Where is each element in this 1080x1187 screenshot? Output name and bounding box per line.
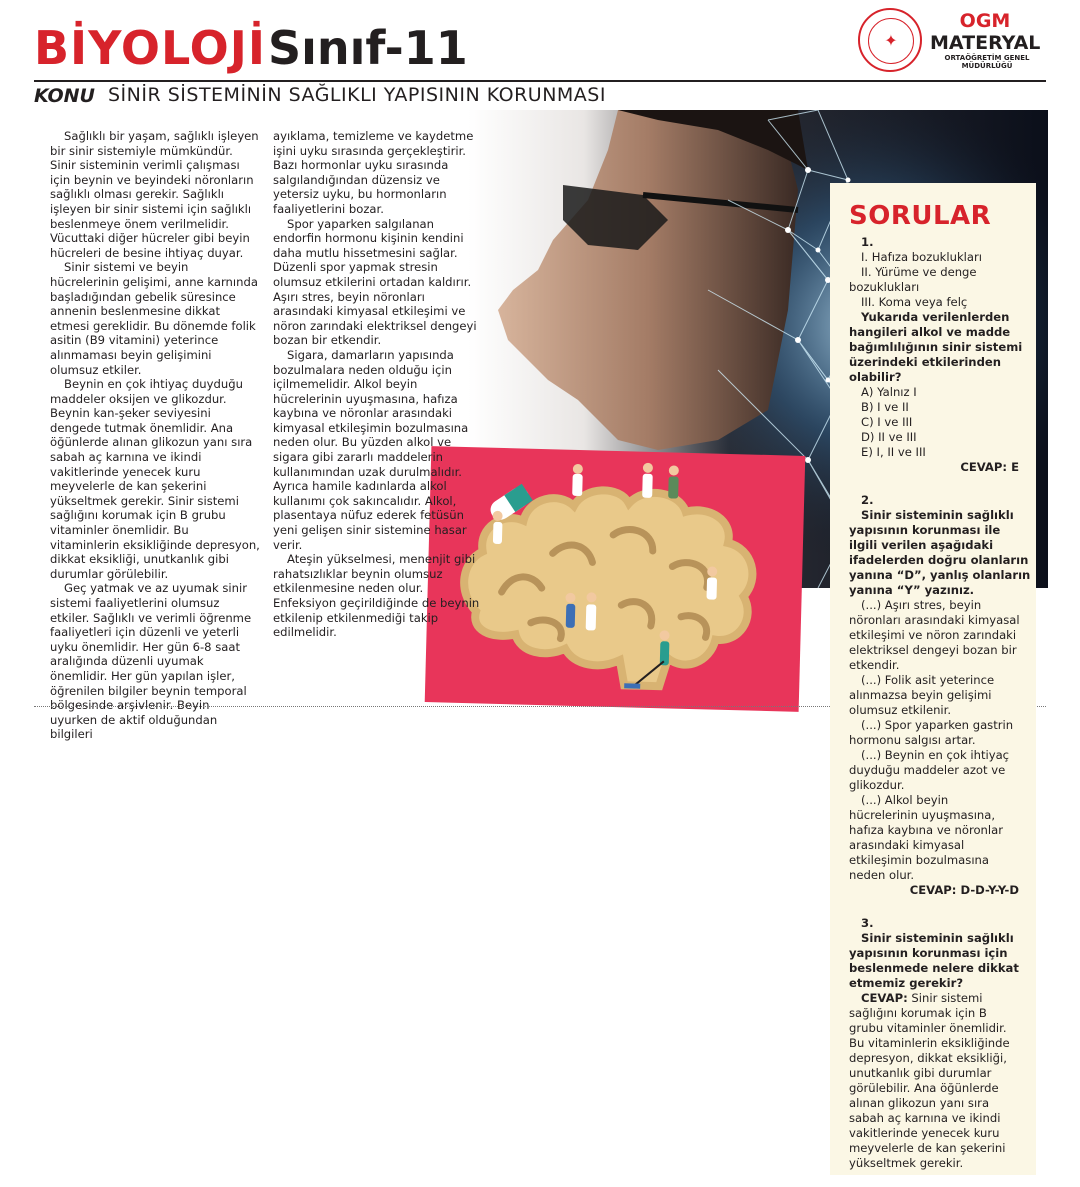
article-paragraph: Geç yatmak ve az uyumak sinir sistemi faaliyetlerini olumsuz etkiler. Sağlıklı ve verimli öğrenme faaliyetleri için düzenli ve yeterli uyku önemlidir. Her gün 6-8 saat aralığında düzenli uyumak önemlidir. Her gün yapılan işler, öğrenilen bilgiler beynin temporal bölgesinde arşivlenir. Beyin uyurken de aktif olduğundan bilgileri [50,581,252,742]
topic-title: SİNİR SİSTEMİNİN SAĞLIKLI YAPISININ KORUNMASI [108,84,606,106]
question-item: III. Koma veya felç [861,295,968,309]
question-stem: yapısının korunması için [849,946,1008,960]
article-paragraph: ayıklama, temizleme ve kaydetme işini uyku sırasında gerçekleştirir. Bazı hormonlar uyku sırasında salgılandığından düzensiz ve yetersiz uyku, bu hormonların faaliyetlerini bozar. [273,129,474,216]
statement-line: elektriksel dengeyi bozan bir [849,643,1017,657]
question-stem: yanına “Y” yazınız. [849,583,975,597]
statement-line: (...) Alkol beyin [861,793,949,807]
article-column-2 [273,129,481,640]
question-stem: Sinir sisteminin sağlıklı [861,508,1014,522]
statement-line: (...) Aşırı stres, beyin [861,598,982,612]
statement-line: hafıza kaybına ve nöronlar [849,823,1003,837]
answer-text: görülebilir. Ana öğünlerde [849,1081,999,1095]
statement-line: etkendir. [849,658,900,672]
question-stem: Yukarıda verilenlerden [861,310,1010,324]
statement-line: (...) Beynin en çok ihtiyaç [861,748,1010,762]
article-paragraph: Spor yaparken salgılanan endorfin hormonu kişinin kendini daha mutlu hissetmesini sağlar. Düzenli spor yapmak stresin olumsuz etkilerini ortadan kaldırır. Aşırı stres, beyin nöronları arasındaki kimyasal etkileşimi ve nöron zarındaki elektriksel dengeyi bozan bir etkendir. [273,216,477,348]
article-paragraph: Ateşin yükselmesi, menenjit gibi rahatsızlıklar beynin olumsuz etkilenmesine neden olur. Enfeksiyon geçirildiğinde de beynin etkilenip etkilenmediği takip edilmelidir. [273,552,480,640]
question-stem: olabilir? [849,370,902,384]
article-paragraph: Sağlıklı bir yaşam, sağlıklı işleyen bir sinir sistemiyle mümkündür. Sinir sisteminin verimli çalışması için beynin ve beyindeki nöronların sağlıklı olması gerekir. Sağlıklı işleyen bir sinir sistemi için sağlıklı beslenmeye önem verilmelidir. Vücuttaki diğer hücreler gibi beyin hücreleri de besine ihtiyaç duyar. [50,129,259,260]
grade-title: Sınıf-11 [268,21,468,75]
question-stem: etmemiz gerekir? [849,976,964,990]
question-number: 2. [861,493,874,507]
subject-title: BİYOLOJİ [34,21,266,75]
question-stem: Sinir sisteminin sağlıklı [861,931,1014,945]
answer-option: D) II ve III [861,430,917,444]
statement-line: hormonu salgısı artar. [849,733,976,747]
answer-text: Sinir sistemi [907,991,983,1005]
question-number: 3. [861,916,874,930]
statement-line: etkileşimin bozulmasına [849,853,989,867]
question-stem: ilgili verilen aşağıdaki [849,538,994,552]
answer-option: E) I, II ve III [861,445,926,459]
statement-line: nöronları arasındaki kimyasal [849,613,1020,627]
statement-line: neden olur. [849,868,915,882]
question-item: I. Hafıza bozuklukları [861,250,982,264]
answer-option: C) I ve III [861,415,913,429]
answer-key: CEVAP: D-D-Y-Y-D [909,883,1019,897]
answer-text: meyvelerle de kan şekerini [849,1141,1006,1155]
question-stem: ifadelerden doğru olanların [849,553,1029,567]
question-stem: yanına “D”, yanlış olanların [849,568,1031,582]
question-stem: bağımlılığının sinir sistemi [849,340,1023,354]
answer-text: depresyon, dikkat eksikliği, [849,1051,1007,1065]
answer-text: sabah aç karnına ve ikindi [849,1111,1001,1125]
answer-option: B) I ve II [861,400,909,414]
logo-materyal: MATERYAL [930,32,1041,54]
question-stem: yapısının korunması ile [849,523,1001,537]
statement-line: (...) Folik asit yeterince [861,673,995,687]
article-paragraph: Sigara, damarların yapısında bozulmalara neden olduğu için içilmemelidir. Alkol beyin hücrelerinin uyuşmasına, hafıza kaybına ve nöronlar arasındaki kimyasal etkileşimin bozulmasına neden olur. Bu yüzden alkol ve sigara gibi zararlı maddelerin kullanımından uzak durulmalıdır. Ayrıca hamile kadınlarda alkol kullanımı çok sakıncalıdır. Alkol, plasentaya nüfuz ederek fetüsün yeni gelişen sinir sistemine hasar verir. [273,347,469,552]
statement-line: glikozdur. [849,778,905,792]
statement-line: duyduğu maddeler azot ve [849,763,1006,777]
questions-title: SORULAR [849,201,992,231]
questions-content [849,235,1031,1171]
question-stem: hangileri alkol ve madde [849,325,1011,339]
answer-text: unutkanlık gibi durumlar [849,1066,992,1080]
question-item: bozuklukları [849,280,920,294]
header-divider [34,80,1046,82]
statement-line: alınmazsa beyin gelişimi [849,688,992,702]
logo-subtitle: ORTAÖĞRETİM GENEL MÜDÜRLÜĞÜ [944,54,1030,70]
statement-line: olumsuz etkilenir. [849,703,952,717]
statement-line: arasındaki kimyasal [849,838,965,852]
logo-ogm: OGM [959,10,1011,32]
answer-text: yükseltmek gerekir. [849,1156,964,1170]
answer-label: CEVAP: [861,991,908,1005]
answer-option: A) Yalnız I [861,385,917,399]
statement-line: (...) Spor yaparken gastrin [861,718,1014,732]
answer-key: CEVAP: E [960,460,1019,474]
ministry-seal-icon: ✦ [858,8,922,72]
answer-text: Bu vitaminlerin eksikliğinde [849,1036,1010,1050]
konu-label: KONU [34,85,95,107]
article-paragraph: Beynin en çok ihtiyaç duyduğu maddeler oksijen ve glikozdur. Beynin kan-şeker seviyesini dengede tutmak önemlidir. Ana öğünlerde alınan glikozun yanı sıra sabah aç karnına ve ikindi vakitlerinde yenecek kuru meyvelerle de kan şekerini yükseltmek gerekir. Sinir sistemi sağlığını korumak için B grubu vitaminler önemlidir. Bu vitaminlerin eksikliğinde depresyon, dikkat eksikliği, unutkanlık gibi durumlar görülebilir. [50,377,260,581]
article-paragraph: Sinir sistemi ve beyin hücrelerinin gelişimi, anne karnında başladığından gebelik süresince annenin beslenmesine dikkat etmesi gereklidir. Bu dönemde folik asitin (B9 vitamini) yeterince alınmaması beyin gelişimini olumsuz etkiler. [50,260,258,377]
question-item: II. Yürüme ve denge [861,265,977,279]
statement-line: etkileşimi ve nöron zarındaki [849,628,1017,642]
question-number: 1. [861,235,874,249]
article-column-1 [50,129,260,742]
answer-text: vakitlerinde yenecek kuru [849,1126,1000,1140]
answer-text: grubu vitaminler önemlidir. [849,1021,1007,1035]
answer-text: sağlığını korumak için B [849,1006,987,1020]
statement-line: hücrelerinin uyuşmasına, [849,808,996,822]
answer-text: alınan glikozun yanı sıra [849,1096,990,1110]
question-stem: üzerindeki etkilerinden [849,355,1001,369]
question-stem: beslenmede nelere dikkat [849,961,1019,975]
